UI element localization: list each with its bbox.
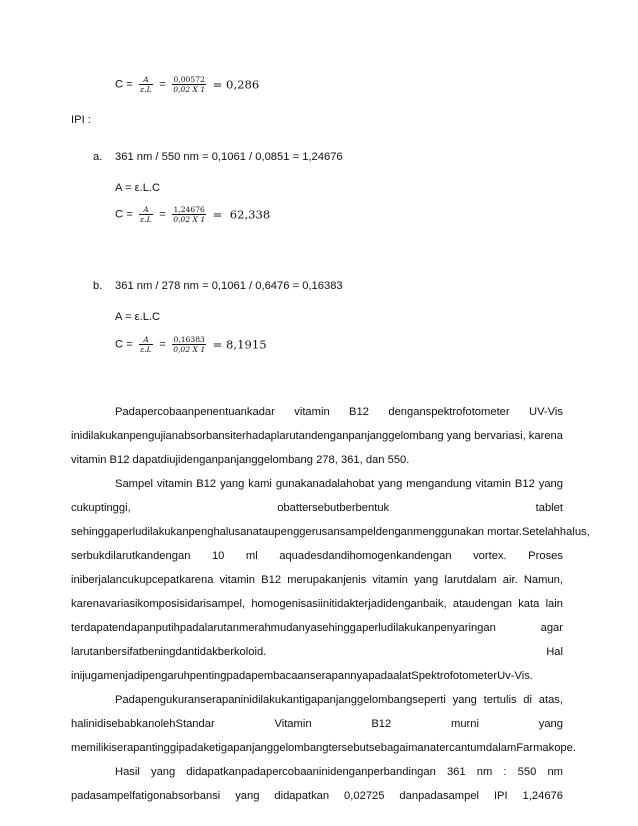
fraction-denominator: ε.L bbox=[140, 215, 152, 224]
fraction-values bbox=[172, 335, 206, 354]
paragraph-1-line-3: vitamin B12 dapatdiujidenganpanjanggelombang 278, 361, dan 550. bbox=[71, 454, 410, 466]
fraction-values bbox=[172, 75, 206, 94]
paragraph-2-line-2: cukuptinggi, obattersebutberbentuk tablet bbox=[71, 502, 563, 514]
paragraph-3-line-2: halinidisebabkanolehStandar Vitamin B12 murni yang bbox=[71, 718, 563, 730]
paragraph-3-line-3: memilikiserapantinggipadaketigapanjanggelombangtersebutsebagaimanatercantumdalamFarmakope. bbox=[71, 742, 576, 754]
paragraph-2-line-5: iniberjalancukupcepatkarena vitamin B12 merupakanjenis vitamin yang larutdalam air. Namun, bbox=[71, 574, 563, 586]
paragraph-4-line-2: padasampelfatigonabsorbansi yang didapatkan 0,02725 danpadasampel IPI 1,24676 bbox=[71, 790, 563, 802]
equation-lhs: C = bbox=[115, 338, 133, 351]
fraction-a-over-el bbox=[139, 335, 153, 354]
paragraph-2-line-8: larutanbersifatbeningdantidakberkoloid. Hal bbox=[71, 646, 563, 658]
fraction-numerator: A bbox=[139, 75, 153, 85]
ipi-label: IPI : bbox=[71, 114, 91, 126]
paragraph-2-line-9: inijugamenjadipengaruhpentingpadapembacaanserapannyapadaalatSpektrofotometerUv-Vis. bbox=[71, 670, 533, 682]
item-b-formula: A = ε.L.C bbox=[115, 311, 161, 323]
paragraph-2-line-1: Sampel vitamin B12 yang kami gunakanadalahobat yang mengandung vitamin B12 yang bbox=[115, 478, 563, 490]
list-marker-b: b. bbox=[93, 280, 103, 292]
item-a-calculation: 361 nm / 550 nm = 0,1061 / 0,0851 = 1,24676 bbox=[115, 151, 343, 163]
equation-result: = 62,338 bbox=[212, 207, 271, 222]
list-marker-a: a. bbox=[93, 151, 103, 163]
fraction-numerator: 0,16383 bbox=[173, 335, 205, 344]
paragraph-2-line-6: karenavariasikomposisidarisampel, homogenisasiinitidakterjadidenganbaik, ataudengan kata lain bbox=[71, 598, 563, 610]
fraction-numerator: 1,24676 bbox=[173, 205, 205, 214]
equation-c-1 bbox=[115, 75, 259, 94]
equation-c-3 bbox=[115, 335, 267, 354]
equation-lhs: C = bbox=[115, 208, 133, 221]
equation-lhs: C = bbox=[115, 78, 133, 91]
item-a-formula: A = ε.L.C bbox=[115, 182, 161, 194]
fraction-denominator: ε.L bbox=[140, 345, 152, 354]
paragraph-3-line-1: Padapengukuranserapaninidilakukantigapanjanggelombangseperti yang tertulis di atas, bbox=[115, 694, 563, 706]
equation-result: = 0,286 bbox=[212, 77, 260, 92]
fraction-numerator: A bbox=[139, 205, 153, 215]
paragraph-2-line-3: sehinggaperludilakukanpenghalusanataupenggerusansampeldenganmenggunakan mortar.Setelahhalus, bbox=[71, 526, 590, 538]
fraction-denominator: 0,02 X 1 bbox=[173, 85, 206, 94]
fraction-a-over-el bbox=[139, 205, 153, 224]
equation-result: = 8,1915 bbox=[212, 337, 267, 352]
item-b-calculation: 361 nm / 278 nm = 0,1061 / 0,6476 = 0,16383 bbox=[115, 280, 343, 292]
equals-sign: = bbox=[159, 78, 166, 91]
paragraph-2-line-7: terdapatendapanputihpadalarutanmerahmudanyasehinggaperludilakukanpenyaringan agar bbox=[71, 622, 563, 634]
equation-c-2 bbox=[115, 205, 270, 224]
fraction-numerator: A bbox=[139, 335, 153, 345]
paragraph-1-line-1: Padapercobaanpenentuankadar vitamin B12 denganspektrofotometer UV-Vis bbox=[115, 406, 563, 418]
equals-sign: = bbox=[159, 338, 166, 351]
fraction-a-over-el bbox=[139, 75, 153, 94]
fraction-denominator: 0,02 X 1 bbox=[173, 345, 206, 354]
equals-sign: = bbox=[159, 208, 166, 221]
paragraph-4-line-1: Hasil yang didapatkanpadapercobaaninidenganperbandingan 361 nm : 550 nm bbox=[115, 766, 563, 778]
paragraph-2-line-4: serbukdilarutkandengan 10 ml aquadesdandihomogenkandengan vortex. Proses bbox=[71, 550, 563, 562]
fraction-numerator: 0,00572 bbox=[173, 75, 205, 84]
fraction-values bbox=[172, 205, 206, 224]
paragraph-1-line-2: inidilakukanpengujianabsorbansiterhadaplarutandenganpanjanggelombang yang bervariasi, karena bbox=[71, 430, 563, 442]
fraction-denominator: 0,02 X 1 bbox=[173, 215, 206, 224]
fraction-denominator: ε.L bbox=[140, 85, 152, 94]
